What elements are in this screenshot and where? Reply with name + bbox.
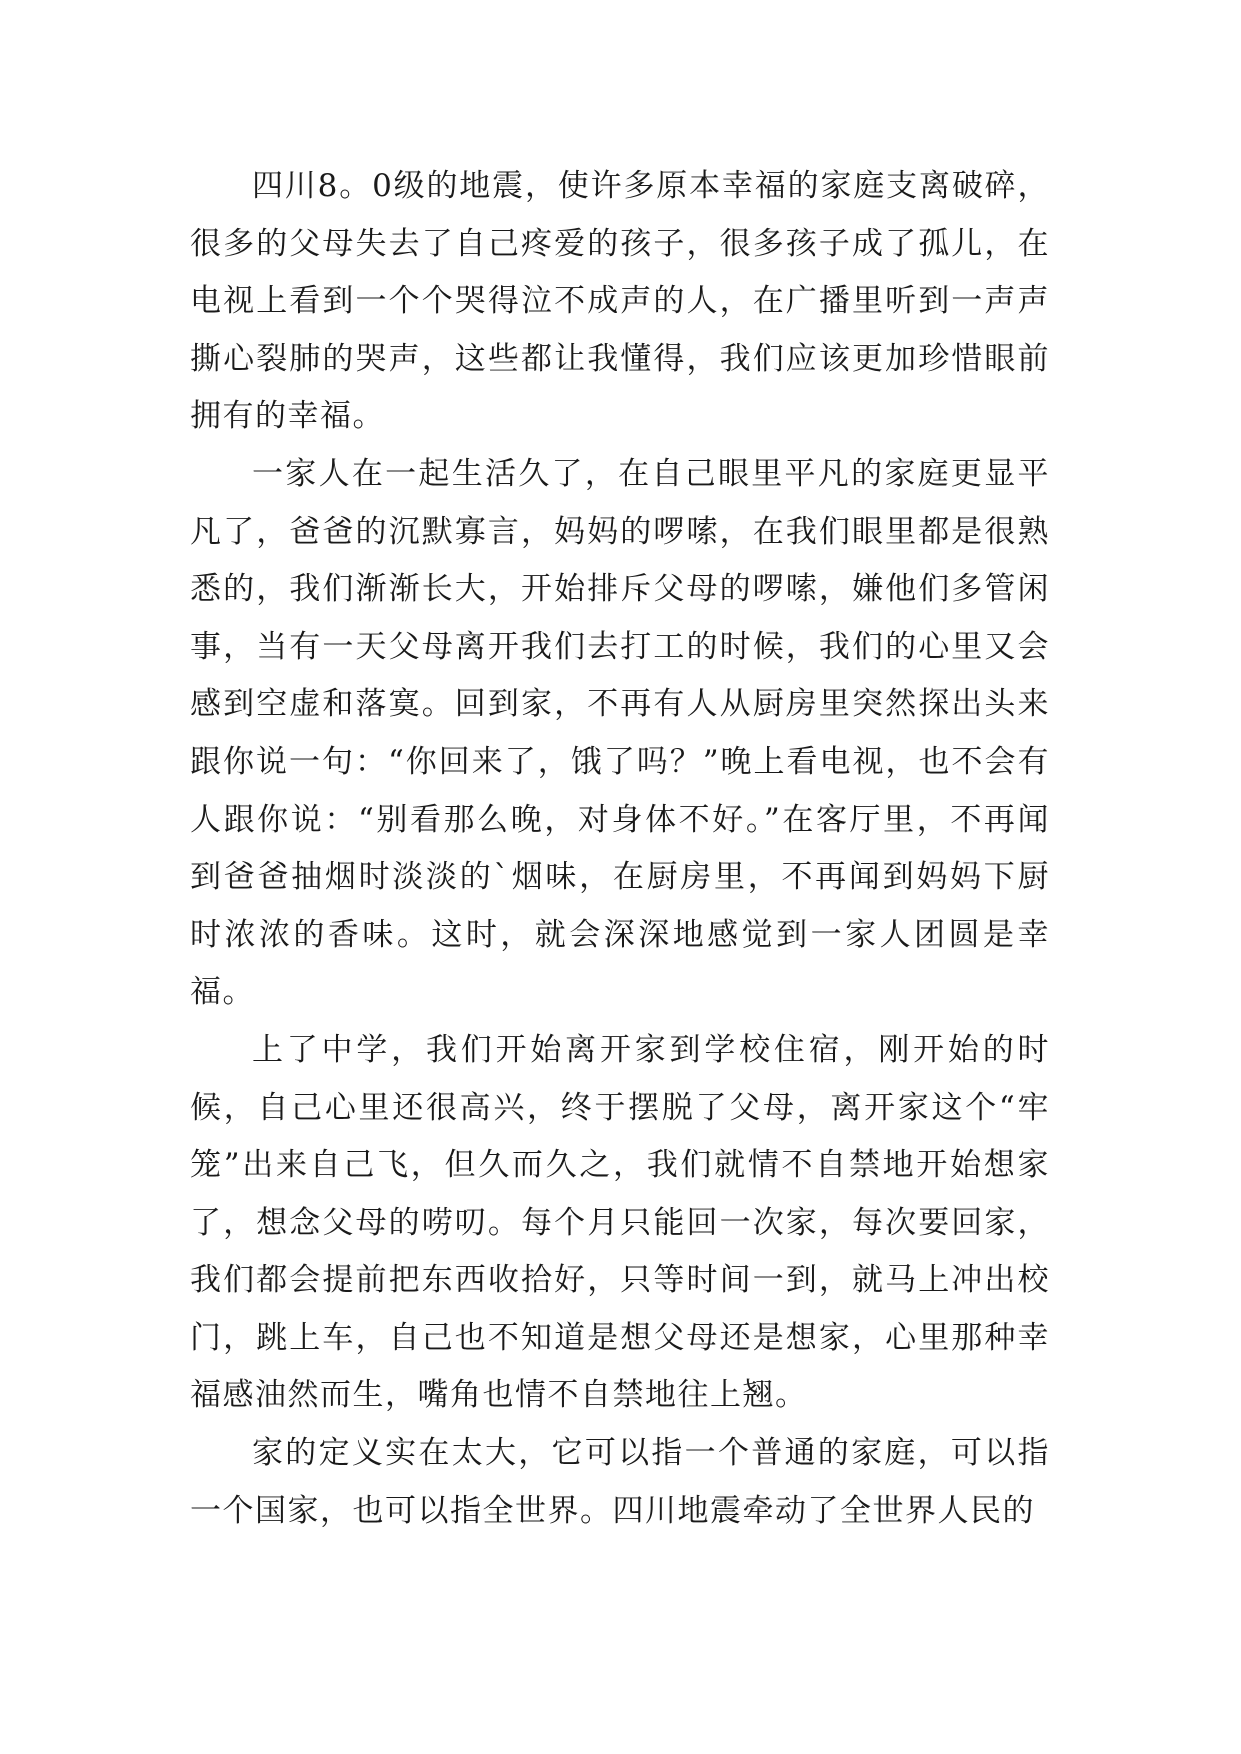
paragraph-earthquake: 四川8。0级的地震，使许多原本幸福的家庭支离破碎，很多的父母失去了自己疼爱的孩子，很多孩子成了孤儿，在电视上看到一个个哭得泣不成声的人，在广播里听到一声声撕心裂肺的哭声，这些都让我懂得，我们应该更加珍惜眼前拥有的幸福。: [190, 168, 1050, 435]
paragraph-family-life: 一家人在一起生活久了，在自己眼里平凡的家庭更显平凡了，爸爸的沉默寡言，妈妈的啰嗦，在我们眼里都是很熟悉的，我们渐渐长大，开始排斥父母的啰嗦，嫌他们多管闲事，当有一天父母离开我们去打工的时候，我们的心里又会感到空虚和落寞。回到家，不再有人从厨房里突然探出头来跟你说一句：“你回来了，饿了吗？”晚上看电视，也不会有人跟你说：“别看那么晚，对身体不好。”在客厅里，不再闻到爸爸抽烟时淡淡的`烟味，在厨房里，不再闻到妈妈下厨时浓浓的香味。这时，就会深深地感觉到一家人团圆是幸福。: [190, 455, 1050, 1011]
document-body: [190, 158, 1050, 1540]
paragraph-school: 上了中学，我们开始离开家到学校住宿，刚开始的时候，自己心里还很高兴，终于摆脱了父母，离开家这个“牢笼”出来自己飞，但久而久之，我们就情不自禁地开始想家了，想念父母的唠叨。每个月只能回一次家，每次要回家，我们都会提前把东西收拾好，只等时间一到，就马上冲出校门，跳上车，自己也不知道是想父母还是想家，心里那种幸福感油然而生，嘴角也情不自禁地往上翘。: [190, 1031, 1050, 1414]
paragraph-home-definition: 家的定义实在太大，它可以指一个普通的家庭，可以指一个国家，也可以指全世界。四川地震牵动了全世界人民的: [190, 1435, 1050, 1529]
